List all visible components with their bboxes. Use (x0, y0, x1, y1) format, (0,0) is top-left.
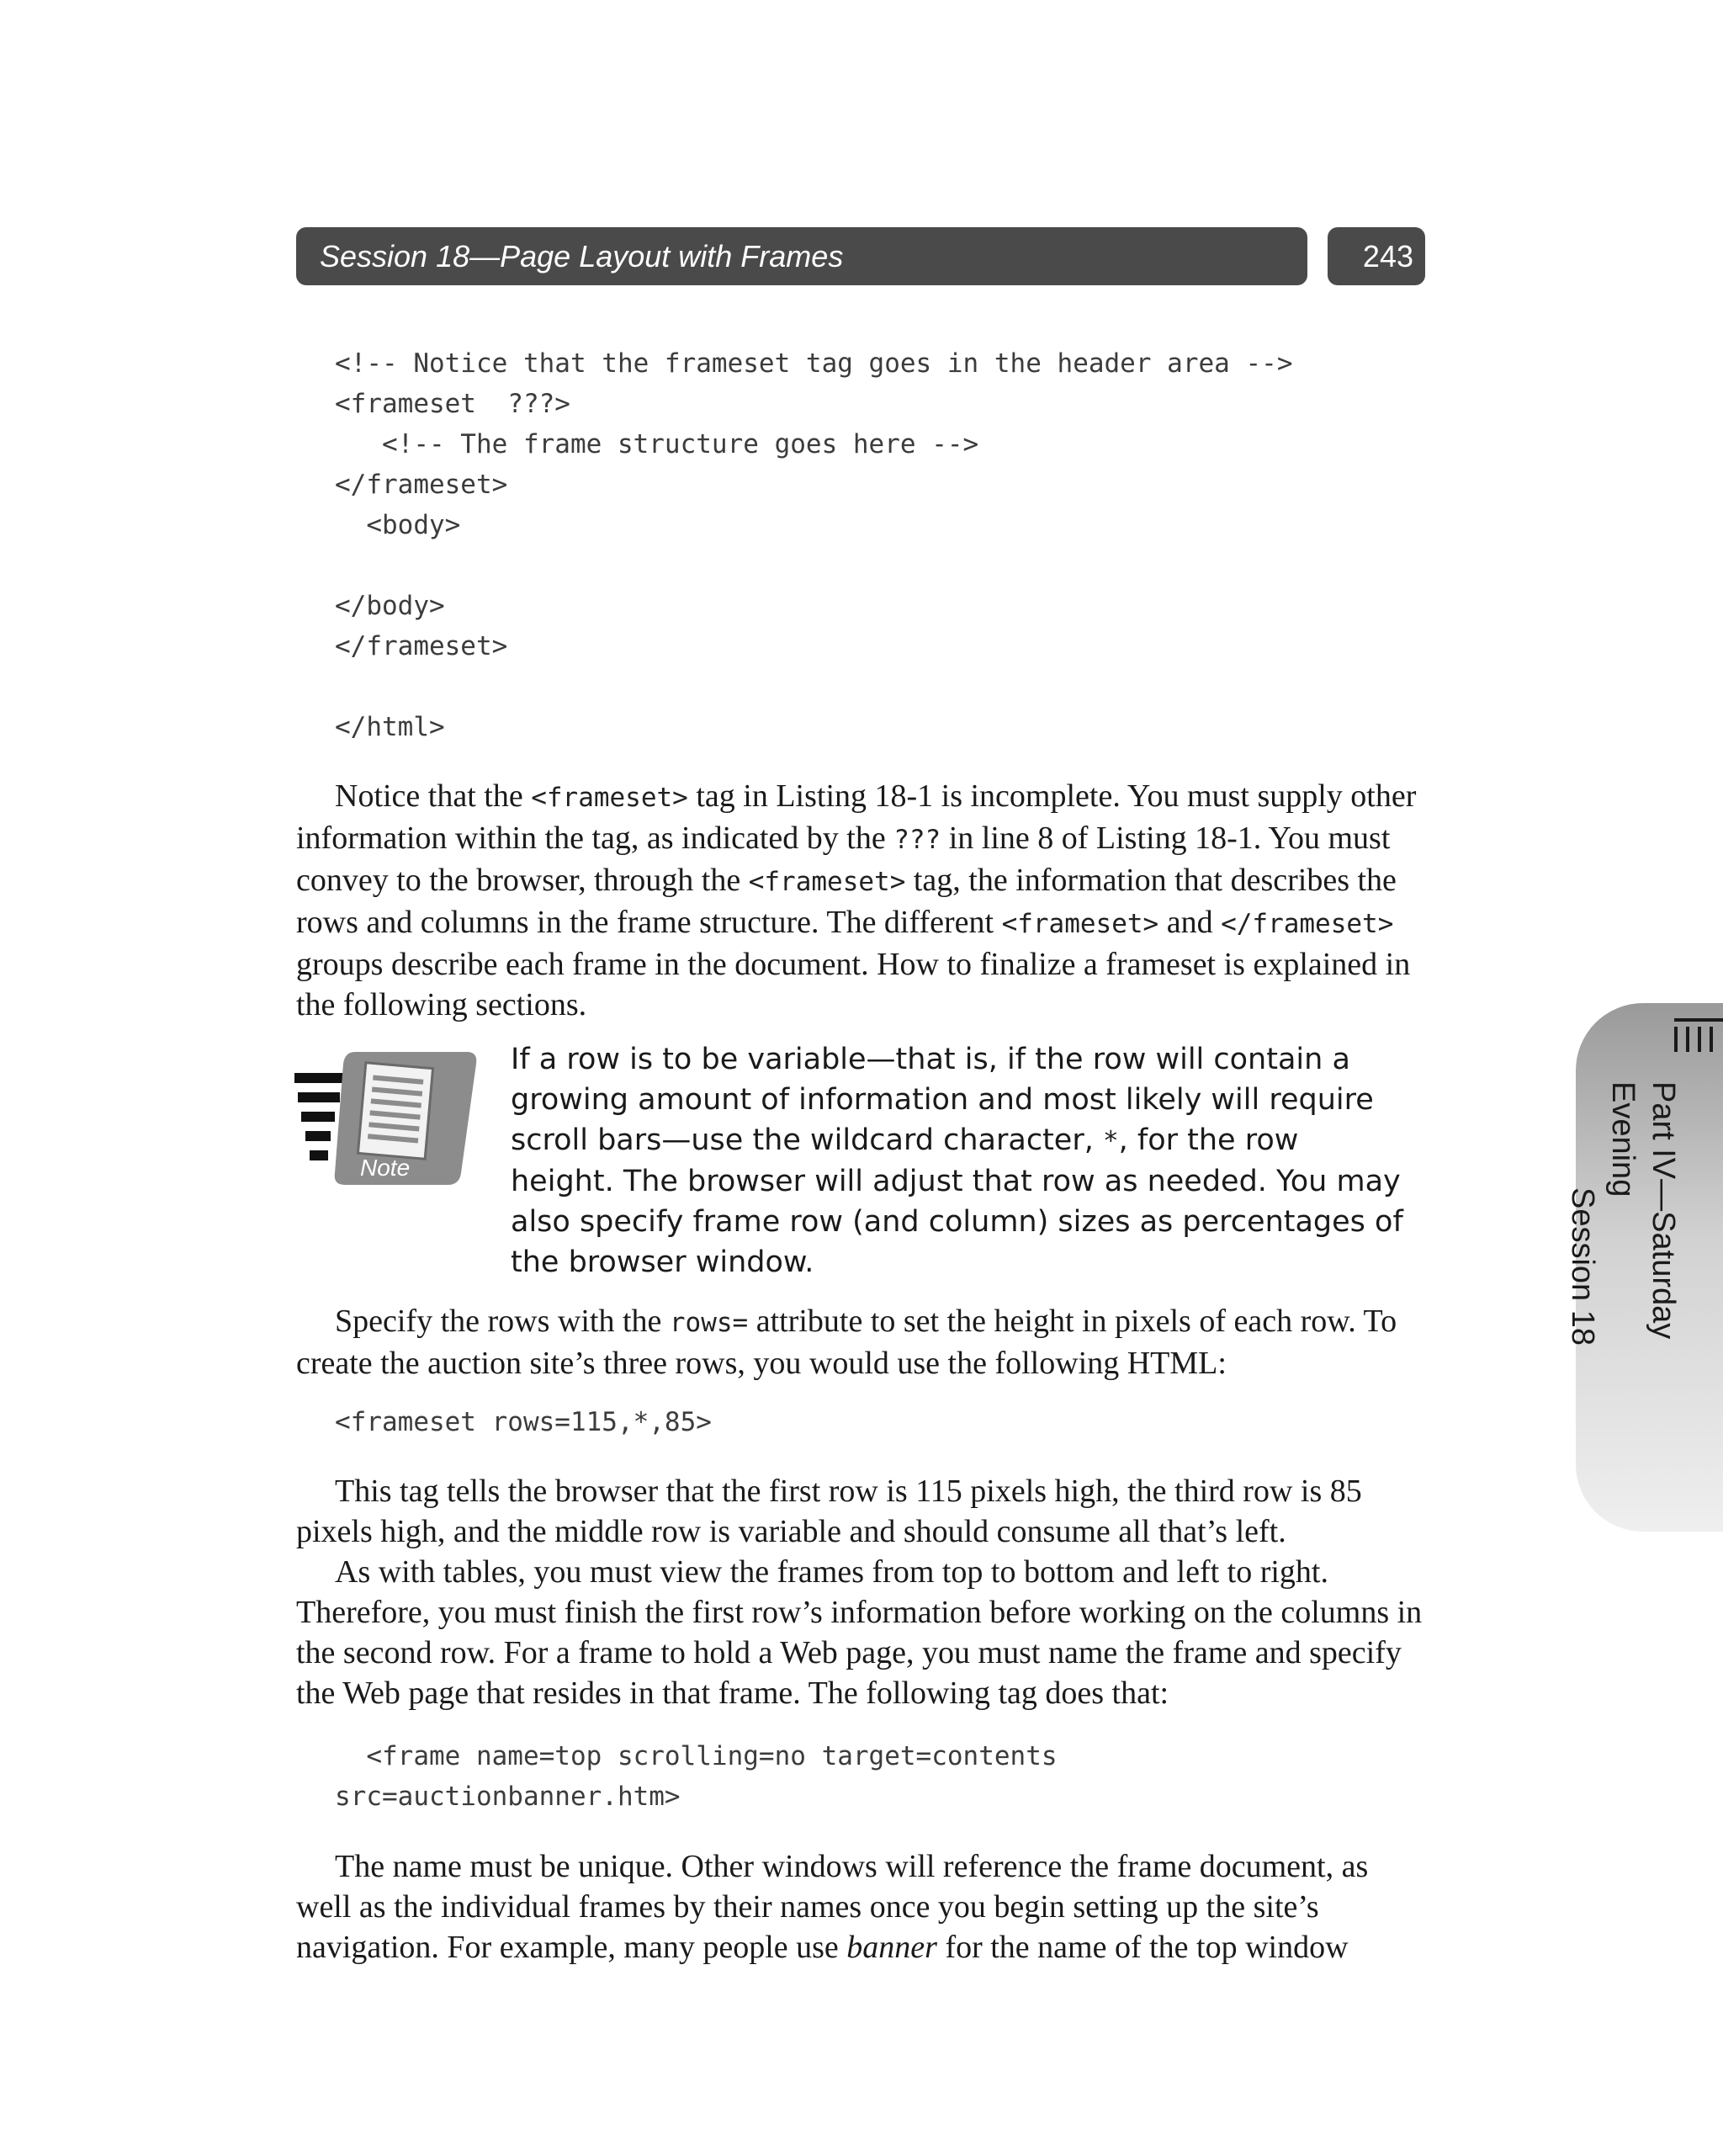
inline-code: <frameset> (748, 867, 906, 897)
note-label: Note (360, 1155, 411, 1181)
code-listing-frameset: <!-- Notice that the frameset tag goes in the header area --> <frameset ???> <!-- The frame structure goes here --> </frameset> <body> </body> </frameset> </html> (335, 348, 1293, 742)
running-header (296, 227, 1307, 285)
paragraph-row-heights: This tag tells the browser that the first row is 115 pixels high, the third row is 85 pixels high, and the middle row is variable and should consume all that’s left. (296, 1474, 1362, 1549)
inline-code: </frameset> (1221, 909, 1394, 939)
side-tab-session: Session 18 (1565, 1187, 1600, 1346)
code-frame-tag: <frame name=top scrolling=no target=contents src=auctionbanner.htm> (335, 1741, 1058, 1812)
paragraph-frameset-incomplete: Notice that the <frameset> tag in Listing 18-1 is incomplete. You must supply other information within the tag, as indicated by the ??? in line 8 of Listing 18-1. You must convey to the browser, through the <frameset> tag, the information that describes the rows and columns in the frame structure. The different <frameset> and </frameset> groups describe each frame in the document. How to finalize a frameset is explained in the following sections. (296, 778, 1417, 1022)
inline-code: ??? (893, 825, 941, 855)
side-tab-text (1565, 1081, 1683, 1452)
note-icon (294, 1045, 481, 1188)
side-tab-lines-icon (1674, 1018, 1723, 1052)
inline-code: * (1102, 1126, 1119, 1156)
note-text: If a row is to be variable—that is, if the row will contain a growing amount of information and most likely will require scroll bars—use the wildcard character, *, for the row height. The browser will adjust that row as needed. You may also specify frame row (and column) sizes as percentages of the browser window. (511, 1043, 1403, 1279)
paragraph-rows-attribute: Specify the rows with the rows= attribute to set the height in pixels of each row. To create the auction site’s three rows, you would use the following HTML: (296, 1304, 1397, 1381)
inline-code: rows= (669, 1308, 749, 1338)
inline-code: <frameset> (531, 783, 688, 813)
paragraph-tables-order: As with tables, you must view the frames from top to bottom and left to right. Therefore, you must finish the first row’s information before working on the columns in the second row. For a frame to hold a Web page, you must name the frame and specify the Web page that resides in that frame. The following tag does that: (296, 1554, 1423, 1711)
side-tab-part: Part IV—Saturday Evening (1605, 1081, 1681, 1340)
page-number-box (1328, 227, 1425, 285)
header-title: Session 18—Page Layout with Frames (320, 239, 844, 273)
inline-code: <frameset> (1001, 909, 1159, 939)
paragraph-unique-name: The name must be unique. Other windows will reference the frame document, as well as the individual frames by their names once you begin setting up the site’s navigation. For example, many people use banner for the name of the top window (296, 1849, 1369, 1965)
code-frameset-rows: <frameset rows=115,*,85> (335, 1407, 712, 1437)
page-number: 243 (1362, 239, 1413, 273)
